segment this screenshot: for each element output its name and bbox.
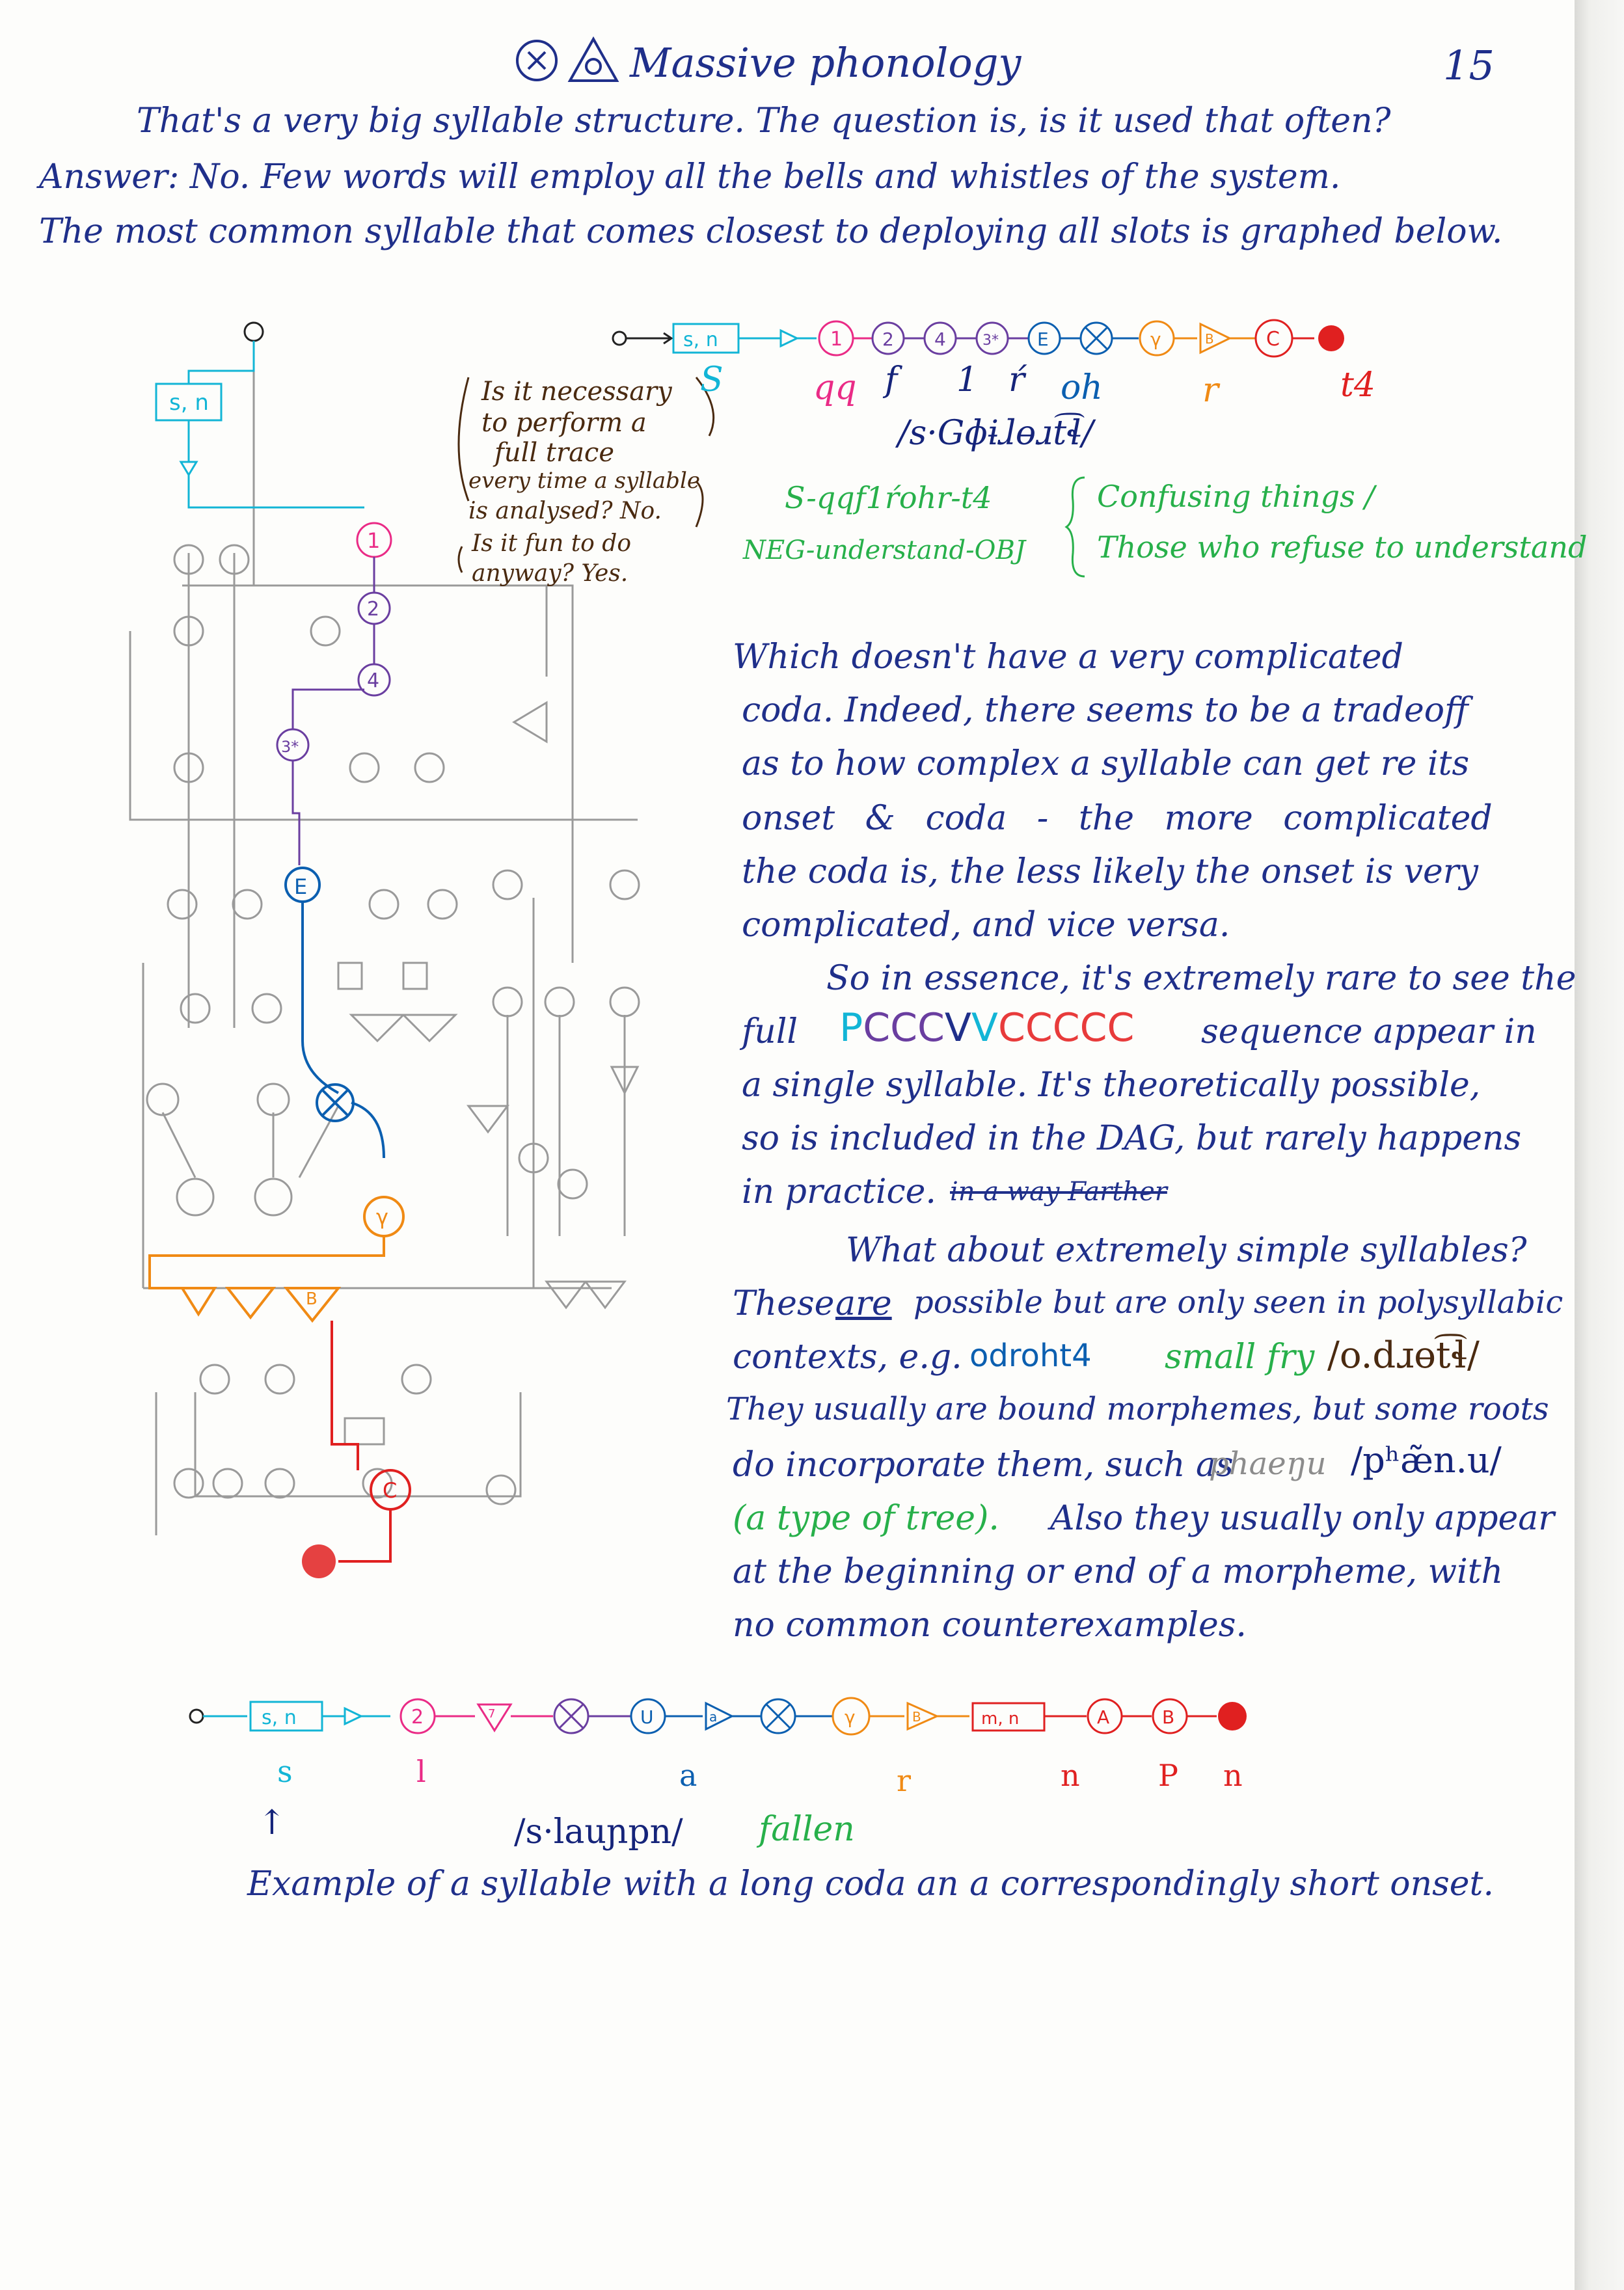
svg-text:γ: γ	[376, 1205, 388, 1230]
bottom-ipa: /s·lauɲpn/	[514, 1812, 683, 1852]
p3-line-2a: These	[733, 1284, 835, 1323]
svg-text:U: U	[640, 1706, 654, 1728]
note-line-4: every time a syllable	[468, 468, 700, 494]
note-line-2: to perform a	[481, 408, 647, 438]
intro-line-2: Answer: No. Few words will employ all the bells and whistles of the system.	[39, 157, 1341, 196]
svg-text:B: B	[1205, 331, 1214, 347]
page-number: 15	[1443, 42, 1495, 89]
p1-line-3: as to how complex a syllable can get re its	[742, 744, 1470, 783]
p3-line-2b: are	[835, 1284, 892, 1323]
svg-text:4: 4	[934, 329, 946, 350]
gloss-brace	[1064, 475, 1090, 579]
page-edge	[1575, 0, 1624, 2290]
translation-2: Those who refuse to understand	[1097, 530, 1588, 565]
bottom-letter-s: s	[277, 1754, 293, 1789]
p2-line-2-post: sequence appear in	[1201, 1012, 1537, 1051]
top-letter-t4: t4	[1340, 366, 1375, 405]
svg-text:4: 4	[367, 669, 380, 692]
top-letter-r: ŕ	[1008, 360, 1025, 399]
top-letter-s: S	[700, 360, 724, 399]
svg-text:1: 1	[830, 328, 843, 351]
p2-line-1: So in essence, it's extremely rare to see the	[826, 959, 1577, 998]
top-chain-diagram	[612, 312, 1470, 364]
p3-line-6a: (a type of tree).	[733, 1499, 999, 1538]
svg-text:A: A	[1097, 1706, 1110, 1728]
intro-line-3: The most common syllable that comes closest to deploying all slots is graphed below.	[39, 212, 1503, 251]
top-letter-f: f	[885, 360, 898, 399]
circle-x-icon	[514, 38, 560, 83]
p2-line-5: in practice.	[742, 1172, 936, 1211]
top-letter-oh: oh	[1061, 368, 1103, 407]
svg-text:γ: γ	[845, 1706, 856, 1728]
p3-line-4: They usually are bound morphemes, but some roots	[726, 1391, 1549, 1427]
svg-text:7: 7	[488, 1707, 496, 1721]
p2-line-2-pre: full	[742, 1012, 798, 1051]
svg-text:3*: 3*	[982, 332, 999, 349]
svg-text:B: B	[1162, 1706, 1175, 1728]
svg-text:γ: γ	[1150, 329, 1161, 350]
p3-line-2c: possible but are only seen in polysyllabic	[914, 1284, 1563, 1321]
p3-line-6b: Also they usually only appear	[1050, 1499, 1555, 1538]
top-letter-1: 1	[956, 360, 979, 399]
p2-line-3: a single syllable. It's theoretically possible,	[742, 1066, 1481, 1105]
svg-text:2: 2	[882, 329, 894, 350]
bottom-letter-l: l	[416, 1754, 426, 1789]
bottom-letter-r: r	[897, 1763, 911, 1798]
up-arrow-icon: ↑	[258, 1803, 286, 1842]
translation-1: Confusing things /	[1097, 479, 1375, 514]
bottom-node-sn: s, n	[262, 1706, 297, 1729]
p1-line-5: the coda is, the less likely the onset is very	[742, 852, 1478, 891]
note-line-1: Is it necessary	[481, 377, 672, 407]
intro-line-1: That's a very big syllable structure. The question is, is it used that often?	[137, 101, 1391, 141]
svg-text:B: B	[912, 1709, 921, 1725]
svg-text:C: C	[383, 1478, 398, 1503]
note-line-6: Is it fun to do	[472, 530, 632, 557]
svg-text:3*: 3*	[281, 738, 299, 756]
svg-text:s, n: s, n	[169, 390, 209, 416]
p1-line-6: complicated, and vice versa.	[742, 906, 1230, 945]
p3-line-8: no common counterexamples.	[733, 1606, 1247, 1645]
example-word-2: phaeŋu	[1209, 1446, 1327, 1482]
p2-strikethrough: in a way Farther	[950, 1177, 1167, 1207]
svg-text:E: E	[1037, 329, 1049, 350]
svg-text:B: B	[306, 1289, 318, 1309]
bottom-gloss: fallen	[759, 1810, 855, 1849]
p1-line-1: Which doesn't have a very complicated	[733, 638, 1403, 677]
top-gloss-word: S-qqf1ŕohr-t4	[785, 480, 992, 515]
svg-text:C: C	[1266, 328, 1280, 351]
top-node-sn: s, n	[683, 329, 718, 351]
bottom-letter-n2: n	[1223, 1758, 1243, 1793]
note-line-3: full trace	[494, 438, 614, 468]
svg-text:a: a	[709, 1709, 718, 1725]
svg-text:m, n: m, n	[981, 1709, 1020, 1729]
svg-text:E: E	[294, 874, 308, 899]
page-title: Massive phonology	[630, 39, 1022, 87]
example-ipa-1: /o.dɹɵt͡ɬ/	[1327, 1334, 1480, 1377]
svg-text:1: 1	[367, 528, 381, 553]
p3-line-7: at the beginning or end of a morpheme, with	[733, 1552, 1504, 1591]
cv-sequence: PCCCVVCCCCC	[839, 1005, 1135, 1051]
p2-line-4: so is included in the DAG, but rarely happens	[742, 1119, 1522, 1158]
triangle-o-icon	[567, 36, 619, 83]
top-letter-qq: qq	[813, 368, 857, 407]
bottom-letter-n: n	[1061, 1758, 1080, 1793]
bottom-chain-diagram	[189, 1690, 1425, 1742]
svg-text:2: 2	[411, 1706, 424, 1729]
top-letter-r2: r	[1202, 371, 1219, 410]
p3-line-3a: contexts, e.g.	[733, 1338, 962, 1377]
bottom-letter-p: P	[1158, 1758, 1178, 1793]
p1-line-2: coda. Indeed, there seems to be a tradeoff	[742, 691, 1468, 730]
example-ipa-2: /pʰæ̃n.u/	[1351, 1440, 1502, 1481]
example-word-1: odroht4	[969, 1338, 1092, 1374]
note-line-5: is analysed? No.	[468, 498, 662, 524]
p3-line-5a: do incorporate them, such as	[733, 1446, 1234, 1485]
p1-line-4: onset & coda - the more complicated	[742, 799, 1493, 838]
p3-line-1: What about extremely simple syllables?	[846, 1231, 1527, 1270]
svg-text:2: 2	[367, 598, 380, 621]
bottom-letter-a: a	[679, 1758, 697, 1793]
top-gloss-morph: NEG-understand-OBJ	[743, 535, 1025, 565]
note-line-7: anyway? Yes.	[472, 560, 629, 587]
bottom-caption: Example of a syllable with a long coda an a correspondingly short onset.	[247, 1865, 1494, 1904]
top-ipa: /s·Gɸɨɺɵɹt͡ɬ/	[898, 414, 1094, 453]
example-gloss-1: small fry	[1165, 1338, 1315, 1377]
